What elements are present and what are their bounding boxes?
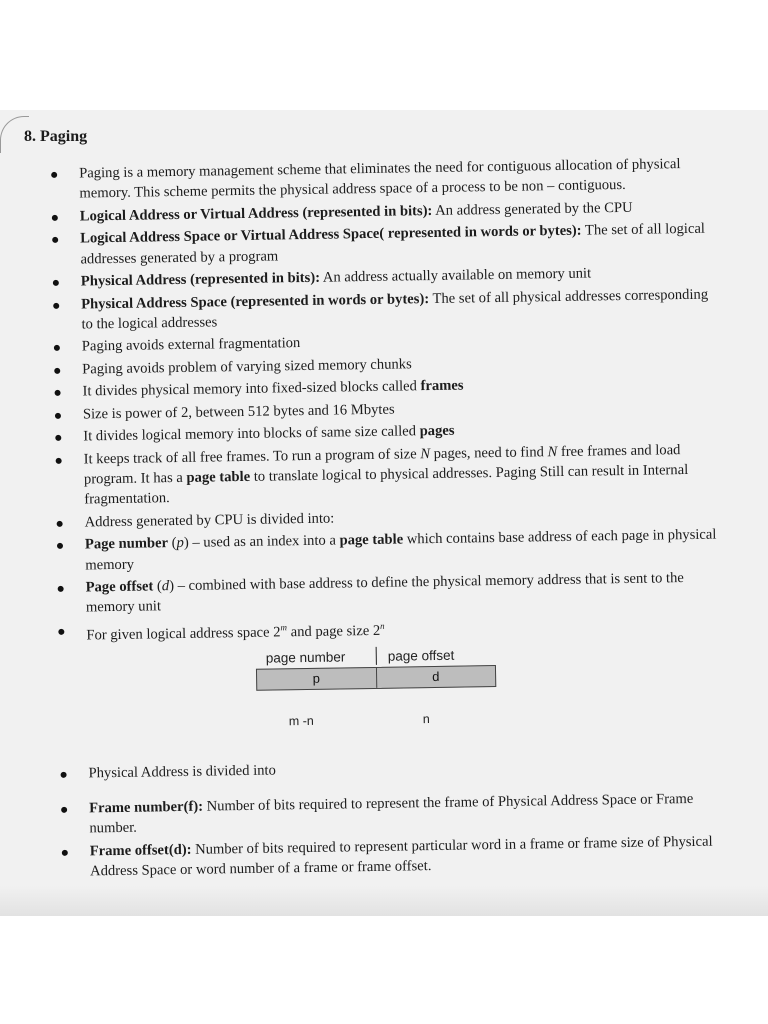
bullet-icon (58, 586, 64, 592)
bullet-icon (54, 368, 60, 374)
bullet-icon (53, 280, 59, 286)
scanned-page (0, 110, 768, 916)
figure-label-page-offset: page offset (387, 648, 455, 665)
list-item-text: Physical Address is divided into (88, 762, 276, 782)
address-format-box (256, 665, 496, 691)
list-item-text: Logical Address Space or Virtual Address Space( represented in words or bytes): (80, 222, 582, 247)
list-item-text: pages (419, 422, 455, 440)
list-item-text: Page offset (85, 578, 154, 596)
list-item-text: ( (167, 535, 177, 552)
list-item-text: Number of bits required to represent the frame of Physical Address Space or Frame number. (89, 790, 694, 837)
page-content (48, 154, 727, 885)
figure-label-page-number: page number (265, 649, 346, 666)
bullet-icon (54, 345, 60, 351)
list-item-text: pages, need to find (429, 443, 548, 462)
section-heading: 8. Paging (24, 128, 88, 145)
list-item-text: n (380, 620, 385, 631)
bullet-icon (55, 435, 61, 441)
bullet-icon (55, 390, 61, 396)
bullet-list-physical (57, 754, 727, 882)
figure-cell-p: p (312, 671, 321, 687)
list-item-text: An address generated by the CPU (432, 199, 633, 219)
bullet-icon (58, 629, 64, 635)
list-item-text: d (161, 578, 170, 595)
list-item-text: page table (339, 531, 404, 549)
list-item-text: It divides logical memory into blocks of same size called (83, 423, 420, 445)
bullet-icon (56, 458, 62, 464)
list-item (59, 831, 728, 882)
figure-foot-n: n (422, 712, 430, 727)
list-item-text: For given logical address space 2 (86, 624, 281, 644)
list-item (52, 439, 721, 510)
list-item-text: ) – combined with base address to define the physical memory address that is sent to the memory unit (85, 570, 684, 616)
list-item-text: frames (420, 377, 464, 395)
list-item-text: Paging avoids external fragmentation (81, 335, 301, 355)
figure-foot-m-minus-n: m -n (288, 714, 314, 729)
list-item-text: Number of bits required to represent particular word in a frame or frame size of Physical Address Space or word number of a frame or frame offset. (89, 833, 713, 880)
bullet-list (48, 154, 723, 647)
list-item-text: m (280, 622, 288, 633)
list-item-text: Paging is a memory management scheme that eliminates the need for contiguous allocation of physical memory. This scheme permits the physical address space of a process to be non – contiguous. (79, 156, 681, 202)
list-item-text: Physical Address (represented in bits): (80, 269, 321, 290)
bullet-icon (53, 302, 59, 308)
list-item-text: to translate logical to physical addresses. Paging Still can result in Internal fragmentation. (84, 462, 689, 508)
list-item-text: Address generated by CPU is divided into: (84, 510, 335, 531)
list-item-text: N (547, 443, 558, 460)
bullet-icon (57, 543, 63, 549)
bullet-icon (57, 521, 63, 527)
figure-divider-tick (376, 647, 377, 665)
bullet-icon (62, 849, 68, 855)
list-item-text: It divides physical memory into fixed-sized blocks called (82, 378, 421, 400)
bullet-icon (61, 772, 67, 778)
list-item-text: N (420, 445, 431, 462)
list-item-text: Logical Address or Virtual Address (represented in bits): (79, 202, 433, 225)
list-item-text: ( (153, 578, 162, 595)
bullet-icon (52, 215, 58, 221)
list-item-text: page table (186, 468, 251, 486)
list-item-text: Page number (84, 535, 169, 553)
list-item-text: p (176, 535, 185, 552)
list-item-text: It keeps track of all free frames. To run a program of size (83, 445, 421, 468)
bullet-icon (52, 237, 58, 243)
list-item-text: which contains base address of each page in physical memory (85, 526, 717, 574)
bullet-icon (61, 807, 67, 813)
list-item-text: The set of all logical addresses generated by a program (80, 220, 706, 268)
list-item-text: An address actually available on memory unit (319, 265, 592, 286)
list-item-text: The set of all physical addresses corresponding to the logical addresses (81, 286, 709, 333)
figure-cell-d: d (375, 666, 495, 688)
list-item-text: Size is power of 2, between 512 bytes and 16 Mbytes (82, 401, 395, 423)
list-item-text: Physical Address Space (represented in words or bytes): (81, 290, 430, 313)
bullet-icon (51, 172, 57, 178)
address-format-figure (56, 638, 726, 754)
list-item-text: Frame offset(d): (89, 841, 192, 860)
list-item-text: and page size 2 (286, 622, 381, 641)
list-item-text: ) – used as an index into a (183, 532, 340, 552)
bullet-icon (55, 413, 61, 419)
list-item-text: Frame number(f): (88, 798, 204, 817)
list-item-text: free frames and load program. It has a (83, 441, 681, 488)
list-item-text: Paging avoids problem of varying sized memory chunks (82, 356, 412, 378)
